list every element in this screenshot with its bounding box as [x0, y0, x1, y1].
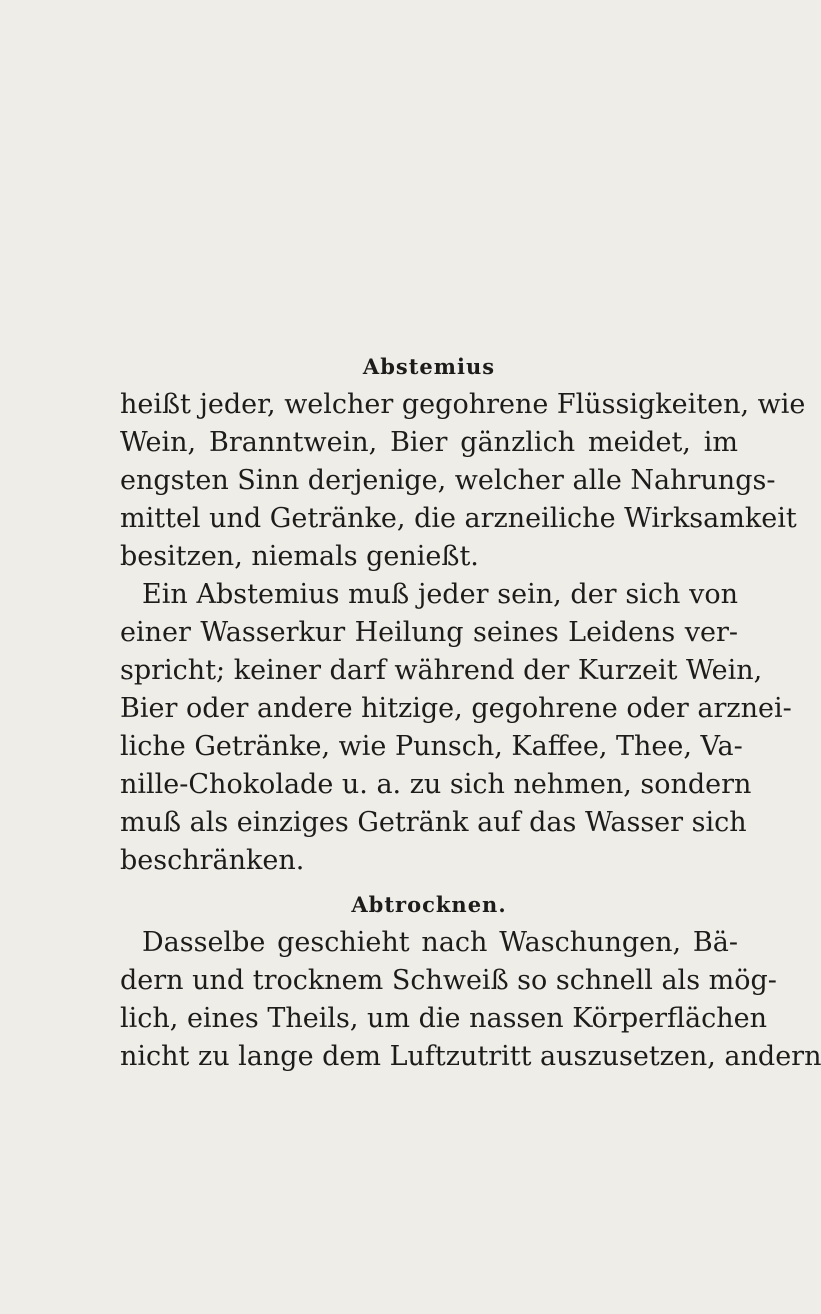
entry-heading-abstemius: Abstemius: [362, 354, 496, 379]
text-line: nille-Chokolade u. a. zu sich nehmen, sondern: [120, 769, 752, 800]
text-line: mittel und Getränke, die arzneiliche Wirksamkeit: [120, 503, 797, 534]
text-line: liche Getränke, wie Punsch, Kaffee, Thee, Va-: [120, 731, 743, 762]
text-line: Wein, Branntwein, Bier gänzlich meidet, im: [120, 427, 738, 458]
text-block: [120, 350, 821, 1076]
text-line: nicht zu lange dem Luftzutritt auszusetzen, andern: [120, 1041, 821, 1072]
text-line: besitzen, niemals genießt.: [120, 541, 479, 572]
text-line: engsten Sinn derjenige, welcher alle Nahrungs-: [120, 465, 776, 496]
entry-heading-abtrocknen: Abtrocknen.: [351, 892, 507, 917]
text-line: einer Wasserkur Heilung seines Leidens ver-: [120, 617, 738, 648]
text-line: Bier oder andere hitzige, gegohrene oder arznei-: [120, 693, 792, 724]
text-line: lich, eines Theils, um die nassen Körperflächen: [120, 1003, 767, 1034]
text-line: spricht; keiner darf während der Kurzeit Wein,: [120, 655, 763, 686]
text-line: heißt jeder, welcher gegohrene Flüssigkeiten, wie: [120, 389, 806, 420]
text-line: muß als einziges Getränk auf das Wasser sich: [120, 807, 747, 838]
text-line: Ein Abstemius muß jeder sein, der sich von: [142, 579, 738, 610]
text-line: Dasselbe geschieht nach Waschungen, Bä-: [142, 927, 738, 958]
text-line: dern und trocknem Schweiß so schnell als mög-: [120, 965, 777, 996]
text-line: beschränken.: [120, 845, 305, 876]
